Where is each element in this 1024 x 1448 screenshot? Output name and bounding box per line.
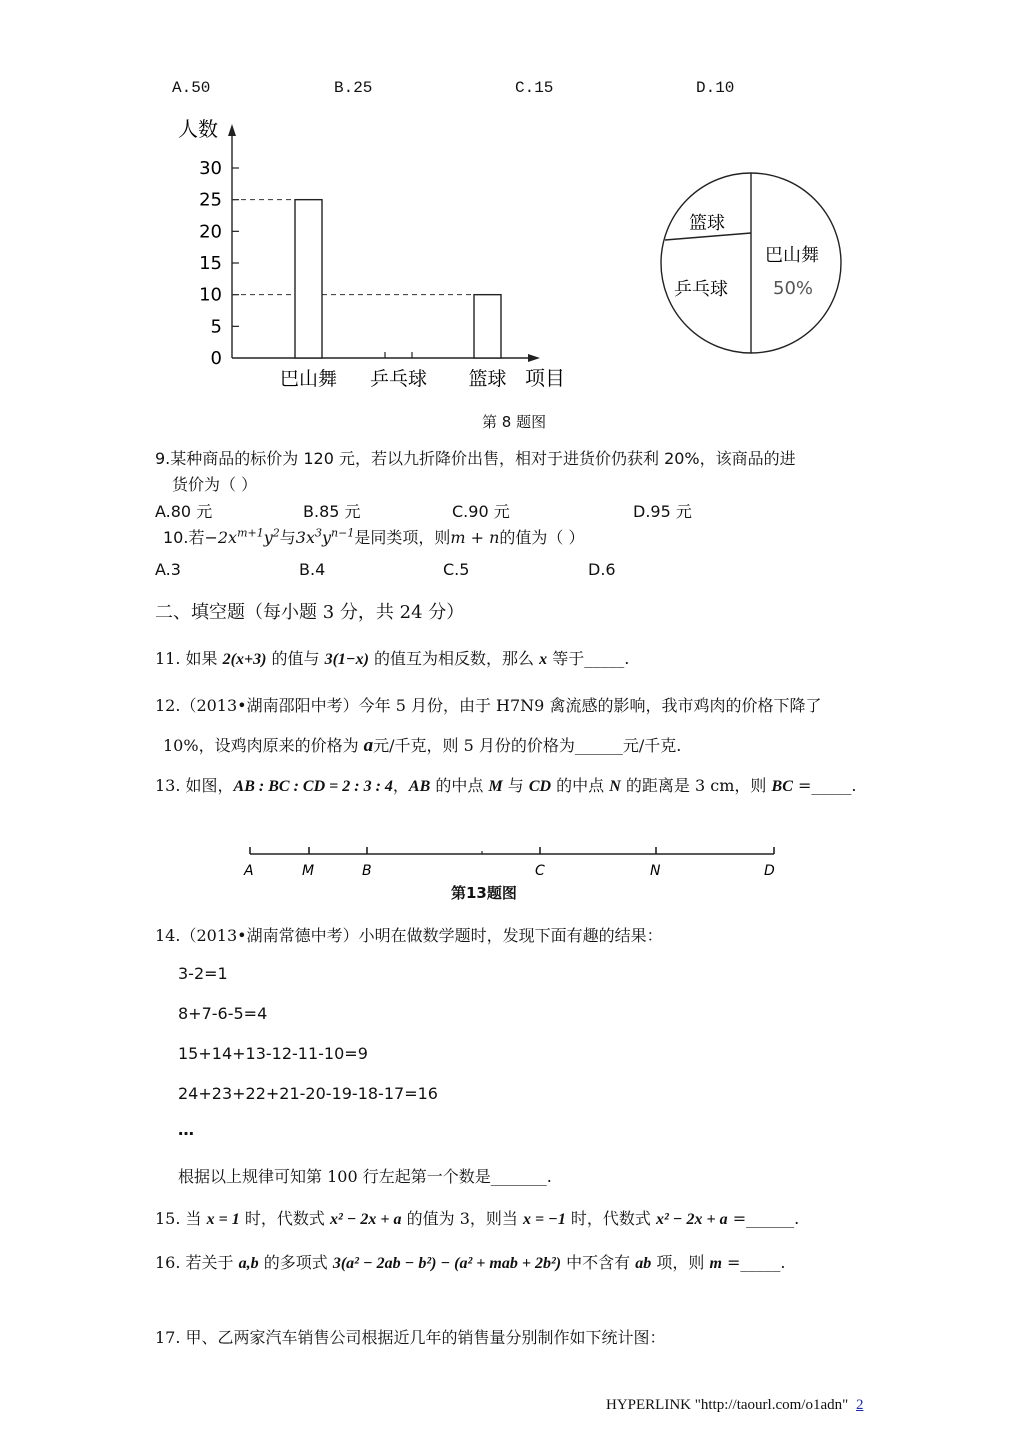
- q13-ratio: AB : BC : CD = 2 : 3 : 4: [233, 778, 393, 795]
- q13-c: 的中点: [430, 776, 489, 795]
- q15-c: 的值为 3，则当: [401, 1209, 523, 1228]
- bar: [295, 200, 322, 358]
- q16-text: [155, 1250, 785, 1273]
- q11-b: 的值与: [266, 649, 325, 668]
- point-label-n: N: [650, 863, 661, 879]
- y-tick-label: 30: [199, 158, 222, 179]
- q8-option-a: A.50: [172, 79, 211, 97]
- q15-c1: x = 1: [206, 1211, 240, 1228]
- q10-exp1: m+1: [237, 526, 264, 540]
- bar: [474, 295, 501, 358]
- point-label-b: B: [362, 863, 372, 879]
- y-tick-label: 25: [199, 189, 222, 211]
- q11-text: [155, 646, 629, 669]
- pie-label-pingpong: 乒乓球: [674, 279, 728, 300]
- q10-mid2: 是同类项，则: [354, 528, 451, 547]
- point-label-a: A: [244, 863, 254, 879]
- pie-value-bashan: 50%: [773, 278, 814, 299]
- q14-row-ellipsis: …: [178, 1120, 194, 1139]
- q10-term1b: y: [263, 528, 273, 547]
- q9-option-b: B.85 元: [303, 502, 361, 521]
- q10-term1: −2x: [204, 528, 238, 547]
- y-tick-label: 5: [210, 316, 222, 338]
- q11-c: 的值互为相反数，那么: [368, 649, 540, 668]
- q10-exp1b: 2: [272, 526, 280, 540]
- y-tick-label: 0: [210, 348, 222, 369]
- q10-mid: 与: [279, 528, 296, 547]
- section-title: 二、填空题（每小题 3 分，共 24 分）: [155, 602, 465, 623]
- q12-line2b: 元/千克，则 5 月份的价格为______元/千克.: [373, 736, 682, 755]
- q9-option-d: D.95 元: [633, 502, 692, 521]
- q17-text: 17. 甲、乙两家汽车销售公司根据近几年的销售量分别制作如下统计图：: [155, 1328, 666, 1347]
- q9-text-line1: 9.某种商品的标价为 120 元，若以九折降价出售，相对于进货价仍获利 20%，该商品的进: [155, 449, 796, 468]
- y-tick-label: 20: [199, 221, 222, 243]
- q12-text-line2: [163, 733, 681, 757]
- q13-bc: BC: [771, 778, 793, 795]
- q10-term2b: y: [321, 528, 332, 547]
- q14-question: 根据以上规律可知第 100 行左起第一个数是_______.: [178, 1167, 552, 1186]
- q8-option-b: B.25: [334, 79, 373, 97]
- q10-option-c: C.5: [443, 560, 470, 579]
- q14-intro: 14.（2013•湖南常德中考）小明在做数学题时，发现下面有趣的结果：: [155, 926, 663, 945]
- q14-row-4: 24+23+22+21-20-19-18-17=16: [178, 1084, 438, 1103]
- q10-suffix: 的值为（ ）: [499, 528, 585, 547]
- q10-option-a: A.3: [155, 560, 181, 579]
- q16-vars: a,b: [238, 1255, 259, 1272]
- footer-hyperlink-label: HYPERLINK "http://taourl.com/o1adn": [606, 1397, 849, 1413]
- q16-m: m: [709, 1255, 722, 1272]
- q15-d: 时，代数式: [565, 1209, 656, 1228]
- q13-text: [155, 773, 856, 796]
- q15-poly2: x² − 2x + a: [656, 1211, 728, 1228]
- q11-expr1: 2(x+3): [222, 651, 267, 668]
- q15-a: 15. 当: [155, 1209, 207, 1228]
- y-axis-arrow: [228, 124, 236, 136]
- y-tick-label: 15: [199, 253, 222, 274]
- q13-cd: CD: [528, 778, 552, 795]
- q14-row-1: 3-2=1: [178, 964, 228, 983]
- point-label-c: C: [535, 863, 545, 879]
- q13-e: 的中点: [551, 776, 610, 795]
- q15-text: [155, 1206, 799, 1229]
- q12-var: a: [363, 735, 374, 756]
- x-axis-label: 项目: [525, 366, 565, 390]
- q10-option-d: D.6: [588, 560, 616, 579]
- q13-figure-caption: 第13题图: [451, 884, 517, 902]
- q8-option-c: C.15: [515, 79, 554, 97]
- q16-a: 16. 若关于: [155, 1253, 239, 1272]
- q13-f: 的距离是 3 cm，则: [620, 776, 772, 795]
- q16-ab: ab: [635, 1255, 652, 1272]
- q15-poly1: x² − 2x + a: [329, 1211, 402, 1228]
- q9-text-line2: 货价为（ ）: [172, 475, 258, 494]
- q13-m: M: [488, 778, 503, 795]
- q13-n: N: [609, 778, 621, 795]
- q13-ab: AB: [408, 778, 431, 795]
- q15-b: 时，代数式: [239, 1209, 330, 1228]
- q12-text-line1: 12.（2013•湖南邵阳中考）今年 5 月份，由于 H7N9 禽流感的影响，我市鸡肉的价格下降了: [155, 696, 822, 715]
- q10-exp2: 3: [314, 526, 322, 540]
- q16-c: 中不含有: [561, 1253, 636, 1272]
- q16-e: =_____.: [721, 1253, 786, 1272]
- q13-a: 13. 如图，: [155, 776, 234, 795]
- pie-chart: [656, 168, 846, 358]
- x-category-label: 巴山舞: [279, 368, 338, 390]
- q9-option-c: C.90 元: [452, 502, 510, 521]
- point-label-m: M: [302, 863, 315, 879]
- pie-divider-diagonal: [665, 233, 751, 240]
- q13-b: ，: [392, 776, 409, 795]
- page-number-link[interactable]: 2: [855, 1397, 864, 1413]
- y-axis-label: 人数: [178, 117, 218, 141]
- q10-prefix: 10.若: [163, 528, 205, 547]
- q9-option-a: A.80 元: [155, 502, 213, 521]
- q13-g: =_____.: [792, 776, 857, 795]
- q16-poly: 3(a² − 2ab − b²) − (a² + mab + 2b²): [332, 1255, 562, 1272]
- q8-figure-caption: 第 8 题图: [482, 413, 547, 431]
- q13-d: 与: [502, 776, 529, 795]
- x-category-label: 篮球: [468, 368, 507, 390]
- q10-text: [163, 525, 585, 548]
- y-tick-label: 10: [199, 284, 222, 306]
- q16-d: 项，则: [651, 1253, 710, 1272]
- x-axis-arrow: [528, 354, 540, 362]
- q15-e: =______.: [727, 1209, 800, 1228]
- q12-line2a: 10%，设鸡肉原来的价格为: [163, 736, 364, 755]
- q14-row-3: 15+14+13-12-11-10=9: [178, 1044, 368, 1063]
- pie-label-bashan: 巴山舞: [765, 245, 819, 266]
- q16-b: 的多项式: [258, 1253, 333, 1272]
- q15-c2: x = −1: [523, 1211, 566, 1228]
- q10-option-b: B.4: [299, 560, 326, 579]
- q11-d: 等于_____.: [547, 649, 630, 668]
- q10-exp2b: n−1: [331, 526, 355, 540]
- pie-label-basketball: 篮球: [689, 213, 725, 234]
- point-label-d: D: [764, 863, 775, 879]
- q14-row-2: 8+7-6-5=4: [178, 1004, 268, 1023]
- q8-option-d: D.10: [696, 79, 735, 97]
- q11-a: 11. 如果: [155, 649, 223, 668]
- q11-var: x: [539, 651, 548, 668]
- q10-term2: 3x: [295, 528, 315, 547]
- q11-expr2: 3(1−x): [324, 651, 369, 668]
- footer: [606, 1397, 863, 1414]
- bar-chart: [170, 110, 570, 400]
- q10-expr: m + n: [450, 528, 500, 547]
- x-category-label: 乒乓球: [369, 368, 428, 390]
